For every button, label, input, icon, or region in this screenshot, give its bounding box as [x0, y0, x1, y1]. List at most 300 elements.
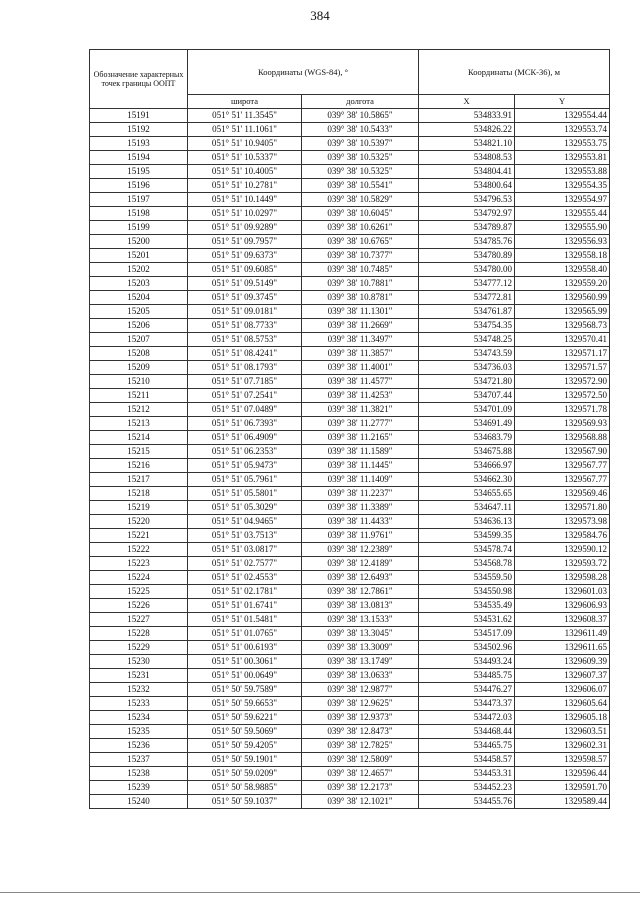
latitude-cell: 051° 50' 59.5069" [188, 725, 302, 739]
coord-y-cell: 1329570.41 [515, 333, 610, 347]
coord-y-cell: 1329553.74 [515, 123, 610, 137]
point-id-cell: 15240 [90, 795, 188, 809]
point-id-cell: 15219 [90, 501, 188, 515]
coord-x-cell: 534796.53 [419, 193, 515, 207]
point-id-cell: 15217 [90, 473, 188, 487]
longitude-cell: 039° 38' 11.1589" [302, 445, 419, 459]
point-id-cell: 15220 [90, 515, 188, 529]
coord-x-cell: 534476.27 [419, 683, 515, 697]
coord-x-cell: 534826.22 [419, 123, 515, 137]
table-row [90, 375, 610, 389]
table-row [90, 277, 610, 291]
latitude-cell: 051° 51' 07.7185" [188, 375, 302, 389]
coord-x-cell: 534550.98 [419, 585, 515, 599]
coord-y-cell: 1329591.70 [515, 781, 610, 795]
coord-y-cell: 1329558.40 [515, 263, 610, 277]
latitude-cell: 051° 51' 06.2353" [188, 445, 302, 459]
coord-y-cell: 1329560.99 [515, 291, 610, 305]
table-row [90, 445, 610, 459]
coord-y-cell: 1329584.76 [515, 529, 610, 543]
latitude-cell: 051° 51' 03.7513" [188, 529, 302, 543]
coord-x-cell: 534792.97 [419, 207, 515, 221]
point-id-cell: 15239 [90, 781, 188, 795]
point-id-cell: 15233 [90, 697, 188, 711]
table-row [90, 417, 610, 431]
coord-x-cell: 534761.87 [419, 305, 515, 319]
latitude-cell: 051° 51' 09.7957" [188, 235, 302, 249]
longitude-cell: 039° 38' 11.2165" [302, 431, 419, 445]
table-row [90, 739, 610, 753]
latitude-cell: 051° 51' 03.0817" [188, 543, 302, 557]
longitude-cell: 039° 38' 11.3497" [302, 333, 419, 347]
latitude-cell: 051° 51' 04.9465" [188, 515, 302, 529]
table-row [90, 613, 610, 627]
longitude-cell: 039° 38' 13.0633" [302, 669, 419, 683]
latitude-cell: 051° 50' 59.1901" [188, 753, 302, 767]
table-row [90, 683, 610, 697]
longitude-cell: 039° 38' 10.8781" [302, 291, 419, 305]
latitude-cell: 051° 50' 59.6221" [188, 711, 302, 725]
coord-y-cell: 1329611.49 [515, 627, 610, 641]
coord-y-cell: 1329605.18 [515, 711, 610, 725]
longitude-cell: 039° 38' 10.7377" [302, 249, 419, 263]
coord-x-cell: 534599.35 [419, 529, 515, 543]
coord-y-cell: 1329571.80 [515, 501, 610, 515]
longitude-cell: 039° 38' 11.3821" [302, 403, 419, 417]
latitude-cell: 051° 50' 59.4205" [188, 739, 302, 753]
point-id-cell: 15221 [90, 529, 188, 543]
point-id-cell: 15226 [90, 599, 188, 613]
table-row [90, 207, 610, 221]
point-id-cell: 15205 [90, 305, 188, 319]
table-row [90, 137, 610, 151]
table-row [90, 473, 610, 487]
latitude-cell: 051° 51' 08.5753" [188, 333, 302, 347]
table-row [90, 235, 610, 249]
latitude-cell: 051° 51' 02.4553" [188, 571, 302, 585]
point-id-cell: 15222 [90, 543, 188, 557]
coord-y-cell: 1329554.35 [515, 179, 610, 193]
coord-y-cell: 1329569.46 [515, 487, 610, 501]
coord-x-cell: 534535.49 [419, 599, 515, 613]
longitude-cell: 039° 38' 10.7881" [302, 277, 419, 291]
table-row [90, 249, 610, 263]
coord-y-cell: 1329606.93 [515, 599, 610, 613]
table-row [90, 179, 610, 193]
table-row [90, 403, 610, 417]
header-wgs84: Координаты (WGS-84), ° [188, 50, 419, 95]
longitude-cell: 039° 38' 12.4189" [302, 557, 419, 571]
coord-y-cell: 1329568.73 [515, 319, 610, 333]
table-row [90, 165, 610, 179]
latitude-cell: 051° 50' 59.6653" [188, 697, 302, 711]
latitude-cell: 051° 51' 05.3029" [188, 501, 302, 515]
coord-x-cell: 534452.23 [419, 781, 515, 795]
point-id-cell: 15231 [90, 669, 188, 683]
longitude-cell: 039° 38' 12.9373" [302, 711, 419, 725]
table-row [90, 151, 610, 165]
point-id-cell: 15225 [90, 585, 188, 599]
table-row [90, 711, 610, 725]
coord-x-cell: 534736.03 [419, 361, 515, 375]
table-row [90, 641, 610, 655]
coord-y-cell: 1329555.90 [515, 221, 610, 235]
latitude-cell: 051° 51' 08.4241" [188, 347, 302, 361]
coord-y-cell: 1329567.77 [515, 459, 610, 473]
table-row [90, 725, 610, 739]
point-id-cell: 15204 [90, 291, 188, 305]
coord-x-cell: 534789.87 [419, 221, 515, 235]
coord-x-cell: 534465.75 [419, 739, 515, 753]
point-id-cell: 15197 [90, 193, 188, 207]
point-id-cell: 15210 [90, 375, 188, 389]
coord-x-cell: 534748.25 [419, 333, 515, 347]
header-point-label: Обозначение характерных точек границы ООПТ [90, 50, 188, 109]
point-id-cell: 15201 [90, 249, 188, 263]
longitude-cell: 039° 38' 11.2237" [302, 487, 419, 501]
longitude-cell: 039° 38' 12.7861" [302, 585, 419, 599]
table-row [90, 459, 610, 473]
latitude-cell: 051° 51' 01.0765" [188, 627, 302, 641]
latitude-cell: 051° 51' 08.7733" [188, 319, 302, 333]
longitude-cell: 039° 38' 11.1301" [302, 305, 419, 319]
longitude-cell: 039° 38' 10.6045" [302, 207, 419, 221]
table-row [90, 361, 610, 375]
point-id-cell: 15207 [90, 333, 188, 347]
coord-y-cell: 1329572.90 [515, 375, 610, 389]
table-row [90, 333, 610, 347]
coord-x-cell: 534485.75 [419, 669, 515, 683]
longitude-cell: 039° 38' 12.9877" [302, 683, 419, 697]
longitude-cell: 039° 38' 12.2389" [302, 543, 419, 557]
latitude-cell: 051° 51' 05.7961" [188, 473, 302, 487]
table-row [90, 487, 610, 501]
longitude-cell: 039° 38' 10.5541" [302, 179, 419, 193]
coord-x-cell: 534473.37 [419, 697, 515, 711]
longitude-cell: 039° 38' 12.8473" [302, 725, 419, 739]
header-latitude: широта [188, 95, 302, 109]
table-row [90, 767, 610, 781]
longitude-cell: 039° 38' 10.6261" [302, 221, 419, 235]
table-row [90, 501, 610, 515]
coord-y-cell: 1329603.51 [515, 725, 610, 739]
coord-y-cell: 1329554.97 [515, 193, 610, 207]
coord-y-cell: 1329567.90 [515, 445, 610, 459]
point-id-cell: 15208 [90, 347, 188, 361]
latitude-cell: 051° 51' 11.1061" [188, 123, 302, 137]
coord-x-cell: 534701.09 [419, 403, 515, 417]
table-row [90, 305, 610, 319]
coord-x-cell: 534559.50 [419, 571, 515, 585]
point-id-cell: 15192 [90, 123, 188, 137]
latitude-cell: 051° 51' 09.6373" [188, 249, 302, 263]
coord-x-cell: 534493.24 [419, 655, 515, 669]
coord-x-cell: 534675.88 [419, 445, 515, 459]
point-id-cell: 15202 [90, 263, 188, 277]
longitude-cell: 039° 38' 10.5325" [302, 165, 419, 179]
longitude-cell: 039° 38' 13.0813" [302, 599, 419, 613]
coord-x-cell: 534468.44 [419, 725, 515, 739]
table-row [90, 389, 610, 403]
coordinates-table [89, 49, 610, 809]
longitude-cell: 039° 38' 12.9625" [302, 697, 419, 711]
latitude-cell: 051° 51' 01.6741" [188, 599, 302, 613]
table-row [90, 263, 610, 277]
longitude-cell: 039° 38' 10.5433" [302, 123, 419, 137]
table-row [90, 193, 610, 207]
table-row [90, 599, 610, 613]
longitude-cell: 039° 38' 11.4577" [302, 375, 419, 389]
coord-y-cell: 1329571.78 [515, 403, 610, 417]
coord-y-cell: 1329558.18 [515, 249, 610, 263]
coord-y-cell: 1329598.57 [515, 753, 610, 767]
latitude-cell: 051° 51' 06.4909" [188, 431, 302, 445]
latitude-cell: 051° 51' 05.5801" [188, 487, 302, 501]
point-id-cell: 15236 [90, 739, 188, 753]
point-id-cell: 15237 [90, 753, 188, 767]
longitude-cell: 039° 38' 13.3009" [302, 641, 419, 655]
coord-x-cell: 534502.96 [419, 641, 515, 655]
longitude-cell: 039° 38' 10.6765" [302, 235, 419, 249]
latitude-cell: 051° 51' 01.5481" [188, 613, 302, 627]
longitude-cell: 039° 38' 10.5865" [302, 109, 419, 123]
coord-y-cell: 1329601.03 [515, 585, 610, 599]
table-row [90, 585, 610, 599]
longitude-cell: 039° 38' 11.1445" [302, 459, 419, 473]
coord-x-cell: 534453.31 [419, 767, 515, 781]
table-body [90, 109, 610, 809]
coord-x-cell: 534666.97 [419, 459, 515, 473]
latitude-cell: 051° 51' 02.7577" [188, 557, 302, 571]
point-id-cell: 15238 [90, 767, 188, 781]
latitude-cell: 051° 51' 10.2781" [188, 179, 302, 193]
table-row [90, 753, 610, 767]
point-id-cell: 15195 [90, 165, 188, 179]
table-row [90, 431, 610, 445]
point-id-cell: 15214 [90, 431, 188, 445]
table-row [90, 347, 610, 361]
point-id-cell: 15209 [90, 361, 188, 375]
coord-x-cell: 534754.35 [419, 319, 515, 333]
coord-y-cell: 1329571.57 [515, 361, 610, 375]
coord-x-cell: 534833.91 [419, 109, 515, 123]
coord-x-cell: 534662.30 [419, 473, 515, 487]
coord-x-cell: 534772.81 [419, 291, 515, 305]
coord-x-cell: 534780.00 [419, 263, 515, 277]
header-msk36: Координаты (МСК-36), м [419, 50, 610, 95]
coord-x-cell: 534455.76 [419, 795, 515, 809]
point-id-cell: 15196 [90, 179, 188, 193]
coord-y-cell: 1329553.88 [515, 165, 610, 179]
coord-y-cell: 1329554.44 [515, 109, 610, 123]
coord-y-cell: 1329611.65 [515, 641, 610, 655]
latitude-cell: 051° 51' 07.2541" [188, 389, 302, 403]
table-row [90, 669, 610, 683]
longitude-cell: 039° 38' 11.2777" [302, 417, 419, 431]
coord-y-cell: 1329602.31 [515, 739, 610, 753]
table-row [90, 795, 610, 809]
latitude-cell: 051° 51' 09.6085" [188, 263, 302, 277]
latitude-cell: 051° 51' 09.9289" [188, 221, 302, 235]
point-id-cell: 15227 [90, 613, 188, 627]
table-row [90, 697, 610, 711]
longitude-cell: 039° 38' 10.5325" [302, 151, 419, 165]
coord-y-cell: 1329553.75 [515, 137, 610, 151]
latitude-cell: 051° 51' 09.0181" [188, 305, 302, 319]
longitude-cell: 039° 38' 10.7485" [302, 263, 419, 277]
latitude-cell: 051° 51' 09.3745" [188, 291, 302, 305]
point-id-cell: 15198 [90, 207, 188, 221]
coord-y-cell: 1329598.28 [515, 571, 610, 585]
coord-x-cell: 534808.53 [419, 151, 515, 165]
latitude-cell: 051° 51' 00.0649" [188, 669, 302, 683]
coord-y-cell: 1329608.37 [515, 613, 610, 627]
latitude-cell: 051° 50' 59.1037" [188, 795, 302, 809]
table-row [90, 655, 610, 669]
point-id-cell: 15229 [90, 641, 188, 655]
coord-y-cell: 1329589.44 [515, 795, 610, 809]
coord-y-cell: 1329606.07 [515, 683, 610, 697]
coord-x-cell: 534568.78 [419, 557, 515, 571]
point-id-cell: 15199 [90, 221, 188, 235]
header-y: Y [515, 95, 610, 109]
coord-y-cell: 1329569.93 [515, 417, 610, 431]
point-id-cell: 15223 [90, 557, 188, 571]
table-row [90, 319, 610, 333]
point-id-cell: 15224 [90, 571, 188, 585]
header-longitude: долгота [302, 95, 419, 109]
point-id-cell: 15211 [90, 389, 188, 403]
latitude-cell: 051° 51' 05.9473" [188, 459, 302, 473]
point-id-cell: 15215 [90, 445, 188, 459]
latitude-cell: 051° 51' 09.5149" [188, 277, 302, 291]
table-row [90, 627, 610, 641]
coord-y-cell: 1329567.77 [515, 473, 610, 487]
coord-x-cell: 534458.57 [419, 753, 515, 767]
coord-x-cell: 534517.09 [419, 627, 515, 641]
page-number: 384 [310, 8, 330, 23]
coord-y-cell: 1329593.72 [515, 557, 610, 571]
coord-y-cell: 1329572.50 [515, 389, 610, 403]
latitude-cell: 051° 51' 10.0297" [188, 207, 302, 221]
coord-x-cell: 534743.59 [419, 347, 515, 361]
header-x: X [419, 95, 515, 109]
latitude-cell: 051° 51' 10.1449" [188, 193, 302, 207]
coord-x-cell: 534647.11 [419, 501, 515, 515]
coord-x-cell: 534707.44 [419, 389, 515, 403]
point-id-cell: 15203 [90, 277, 188, 291]
coord-y-cell: 1329571.17 [515, 347, 610, 361]
table-row [90, 557, 610, 571]
longitude-cell: 039° 38' 11.4253" [302, 389, 419, 403]
point-id-cell: 15206 [90, 319, 188, 333]
point-id-cell: 15234 [90, 711, 188, 725]
coord-x-cell: 534780.89 [419, 249, 515, 263]
table-row [90, 515, 610, 529]
coord-x-cell: 534804.41 [419, 165, 515, 179]
coord-y-cell: 1329555.44 [515, 207, 610, 221]
longitude-cell: 039° 38' 12.6493" [302, 571, 419, 585]
coord-y-cell: 1329590.12 [515, 543, 610, 557]
longitude-cell: 039° 38' 11.4433" [302, 515, 419, 529]
coord-x-cell: 534800.64 [419, 179, 515, 193]
latitude-cell: 051° 51' 02.1781" [188, 585, 302, 599]
coord-x-cell: 534636.13 [419, 515, 515, 529]
latitude-cell: 051° 51' 00.6193" [188, 641, 302, 655]
longitude-cell: 039° 38' 10.5829" [302, 193, 419, 207]
longitude-cell: 039° 38' 11.3857" [302, 347, 419, 361]
table-row [90, 543, 610, 557]
point-id-cell: 15235 [90, 725, 188, 739]
coord-y-cell: 1329559.20 [515, 277, 610, 291]
coord-y-cell: 1329556.93 [515, 235, 610, 249]
point-id-cell: 15194 [90, 151, 188, 165]
coord-y-cell: 1329573.98 [515, 515, 610, 529]
latitude-cell: 051° 50' 58.9885" [188, 781, 302, 795]
latitude-cell: 051° 51' 10.4005" [188, 165, 302, 179]
table-row [90, 291, 610, 305]
point-id-cell: 15216 [90, 459, 188, 473]
latitude-cell: 051° 51' 08.1793" [188, 361, 302, 375]
coord-x-cell: 534472.03 [419, 711, 515, 725]
latitude-cell: 051° 51' 00.3061" [188, 655, 302, 669]
point-id-cell: 15200 [90, 235, 188, 249]
table-row [90, 781, 610, 795]
coord-y-cell: 1329605.64 [515, 697, 610, 711]
coord-x-cell: 534578.74 [419, 543, 515, 557]
table-row [90, 571, 610, 585]
latitude-cell: 051° 51' 10.9405" [188, 137, 302, 151]
table-row [90, 123, 610, 137]
latitude-cell: 051° 51' 07.0489" [188, 403, 302, 417]
coord-y-cell: 1329568.88 [515, 431, 610, 445]
coord-y-cell: 1329609.39 [515, 655, 610, 669]
point-id-cell: 15230 [90, 655, 188, 669]
longitude-cell: 039° 38' 12.5809" [302, 753, 419, 767]
coord-x-cell: 534531.62 [419, 613, 515, 627]
coord-x-cell: 534777.12 [419, 277, 515, 291]
latitude-cell: 051° 50' 59.7589" [188, 683, 302, 697]
longitude-cell: 039° 38' 11.3389" [302, 501, 419, 515]
table-row [90, 529, 610, 543]
latitude-cell: 051° 51' 06.7393" [188, 417, 302, 431]
longitude-cell: 039° 38' 12.7825" [302, 739, 419, 753]
coord-x-cell: 534691.49 [419, 417, 515, 431]
longitude-cell: 039° 38' 13.1533" [302, 613, 419, 627]
coord-y-cell: 1329607.37 [515, 669, 610, 683]
longitude-cell: 039° 38' 12.2173" [302, 781, 419, 795]
coord-y-cell: 1329596.44 [515, 767, 610, 781]
point-id-cell: 15218 [90, 487, 188, 501]
latitude-cell: 051° 50' 59.0209" [188, 767, 302, 781]
longitude-cell: 039° 38' 11.9761" [302, 529, 419, 543]
longitude-cell: 039° 38' 11.1409" [302, 473, 419, 487]
point-id-cell: 15228 [90, 627, 188, 641]
coord-y-cell: 1329553.81 [515, 151, 610, 165]
coord-x-cell: 534683.79 [419, 431, 515, 445]
point-id-cell: 15232 [90, 683, 188, 697]
longitude-cell: 039° 38' 11.4001" [302, 361, 419, 375]
coord-x-cell: 534785.76 [419, 235, 515, 249]
point-id-cell: 15193 [90, 137, 188, 151]
coord-x-cell: 534721.80 [419, 375, 515, 389]
longitude-cell: 039° 38' 12.1021" [302, 795, 419, 809]
table-row [90, 221, 610, 235]
coord-y-cell: 1329565.99 [515, 305, 610, 319]
longitude-cell: 039° 38' 10.5397" [302, 137, 419, 151]
longitude-cell: 039° 38' 12.4657" [302, 767, 419, 781]
point-id-cell: 15212 [90, 403, 188, 417]
